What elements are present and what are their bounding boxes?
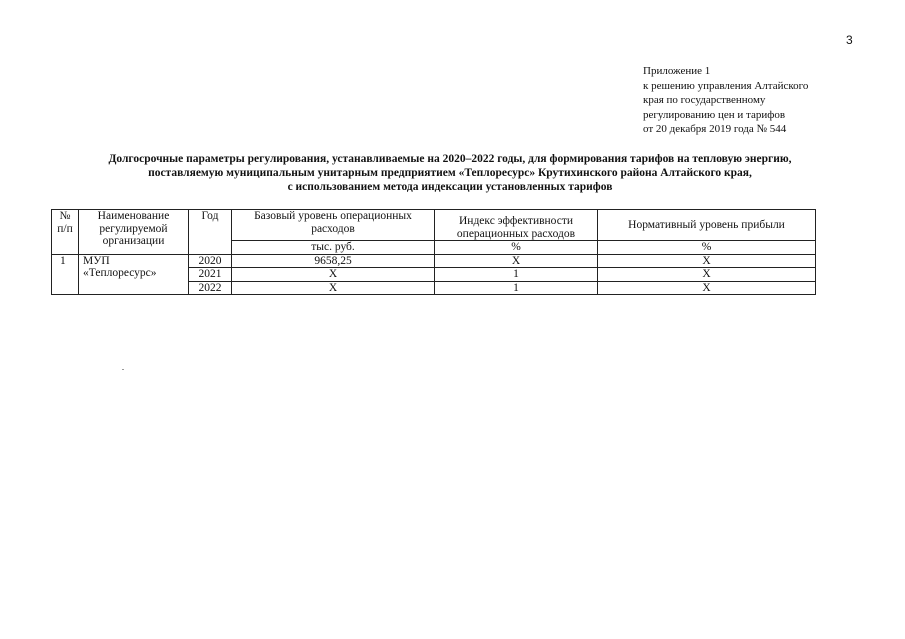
title-line: Долгосрочные параметры регулирования, устанавливаемые на 2020–2022 годы, для формирования тарифов на тепловую энергию, [108, 153, 792, 165]
appendix-line: регулированию цен и тарифов [643, 108, 786, 121]
cell-year: 2020 [189, 254, 232, 268]
cell-index: Х [435, 254, 598, 268]
appendix-line: края по государственному [643, 94, 766, 106]
parameters-table [51, 209, 816, 295]
unit-base: тыс. руб. [232, 241, 435, 255]
header-year: Год [189, 210, 232, 255]
appendix-line: от 20 декабря 2019 года № 544 [643, 123, 787, 135]
appendix-line: Приложение 1 [643, 65, 711, 77]
header-org: Наименование регулируемой организации [79, 210, 189, 255]
cell-profit: Х [598, 268, 816, 282]
appendix-line: к решению управления Алтайского [643, 79, 809, 92]
document-title [40, 152, 860, 194]
table-row [52, 254, 816, 268]
unit-index: % [435, 241, 598, 255]
cell-year: 2022 [189, 281, 232, 295]
table-header-row [52, 210, 816, 241]
title-line: поставляемую муниципальным унитарным предприятием «Теплоресурс» Крутихинского района Алтайского края, [148, 167, 752, 179]
cell-year: 2021 [189, 268, 232, 282]
cell-base: Х [232, 281, 435, 295]
cell-base: 9658,25 [232, 254, 435, 268]
header-base: Базовый уровень операционных расходов [232, 210, 435, 241]
header-index: Индекс эффективности операционных расходов [435, 210, 598, 241]
cell-profit: Х [598, 254, 816, 268]
header-profit: Нормативный уровень прибыли [598, 210, 816, 241]
page-number: 3 [846, 33, 853, 47]
title-line: с использованием метода индексации установленных тарифов [287, 181, 613, 193]
cell-profit: Х [598, 281, 816, 295]
appendix-block [643, 64, 873, 137]
unit-profit: % [598, 241, 816, 255]
cell-index: 1 [435, 281, 598, 295]
cell-index: 1 [435, 268, 598, 282]
org-name: МУП «Теплоресурс» [79, 254, 189, 295]
row-num: 1 [52, 254, 79, 295]
header-num: № п/п [52, 210, 79, 255]
scan-speck [122, 369, 124, 370]
cell-base: Х [232, 268, 435, 282]
